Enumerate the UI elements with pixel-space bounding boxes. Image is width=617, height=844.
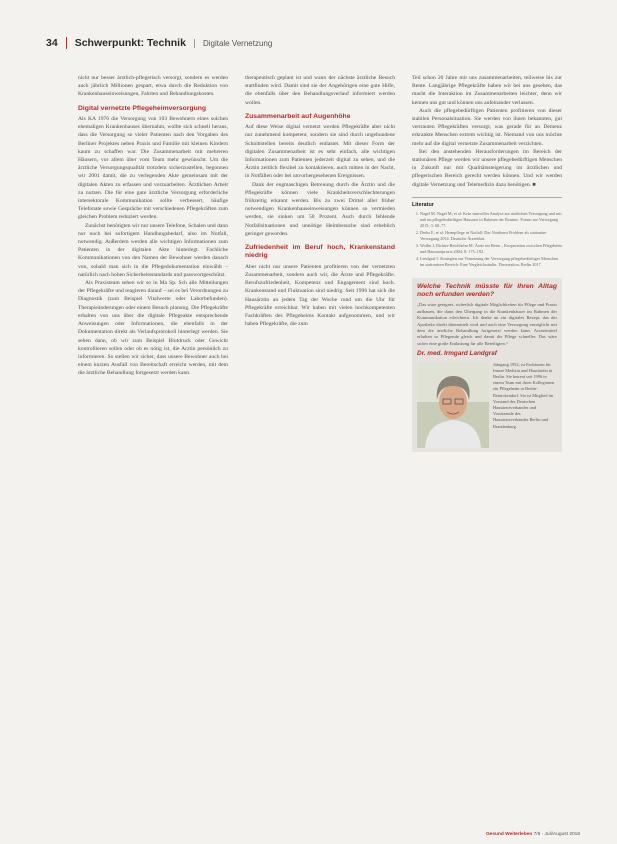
section-title: Schwerpunkt: Technik <box>66 37 186 49</box>
interview-box <box>412 278 562 451</box>
journal-name: Gesund Weiterleben <box>485 832 533 837</box>
literature-list <box>412 211 562 268</box>
subsection-title: Digitale Vernetzung <box>194 39 272 48</box>
page-footer <box>440 832 580 837</box>
column-1 <box>78 74 228 378</box>
paragraph: Teil schon 20 Jahre mit uns zusammenarbeiten, teilweise bis zur Rente. Langjährige Pflegekräfte haben wir bei uns gesehen, das macht die Interaktion im Zusammenarbeiten leichter, denn wir kennen uns gut und können uns aufeinander verlassen. <box>412 75 562 106</box>
page-header <box>46 36 577 50</box>
column-2 <box>245 74 395 329</box>
author-bio <box>417 362 557 448</box>
literature-item: 3. Wollin J, Richter-Reichhelm M: Ärzte im Heim – Kooperation zwischen Pflegeheim und Hausarztpraxis 2004; 8: 175–182. <box>420 243 562 255</box>
author-name: Dr. med. Irmgard Landgraf <box>417 350 497 358</box>
paragraph: Auch die pflegebedürftigen Patienten profitieren von dieser stabilen Personalsituation. Sie werden von ihnen bekannten, gut vertrauten Pflegekräften versorgt, was gerade für an Demenz erkrankte Menschen extrem wichtig ist. Niemand von uns möchte mehr auf die digital vernetzte Zusammenarbeit verzichten. <box>412 107 562 147</box>
subheading: Zufriedenheit im Beruf hoch, Krankenstand niedrig <box>245 244 395 260</box>
paragraph: Aber nicht nur unsere Patienten profitieren von der vernetzten Zusammenarbeit, sondern auch wir, die Ärzte und Pflegekräfte. Berufszufriedenheit, Kompetenz und Engagement sind hoch. Krankenstand und Fluktuation sind niedrig. Seit 1996 hat sich die Hausärztin an jedem Tag der Woche rund um die Uhr für Pflegekräfte erreichbar. Wir haben mit vielen hochkompetenten Fachkräften des Pflegeheims Kontakt aufgenommen, und wir haben Pflegekräfte, die zum <box>245 263 395 328</box>
literature-label: Literatur <box>412 201 434 208</box>
paragraph: Als KA 1976 die Versorgung von 103 Bewohnern eines solchen ehemaligen Krankenhauses übernahm, wollte sich schnell heraus, dass die Versorgung so vieler Patienten nach den Vorgaben des Berliner Projektes neben Praxis und Familie mit kleinen Kindern kaum zu schaffen war. Die Zusammenarbeit mit mehreren Häusern, vor allem über vom Team mehr gewünscht. Um die ärztliche Versorgungsqualität trotzdem sicherzustellen, begonnen wir 2001 damit, die zu verlegenden Akte gemeinsam mit der digitalen Akten zu erfassen und vorzuarbeiten. Ärztlichen Arbeit zu nutzen. Die für eine gute ärztliche Versorgung erforderliche intersektorale Kommunikation sollte verbessert, häufige Telefonate sowie Gespräche mit verschiedenen Pflegekräften zum gleichen Problem reduziert werden. <box>78 116 228 221</box>
paragraph: Als Praxisteam sehen wir so in Ma Sp. Sch alle Mitteilungen der Pflegekräfte und reagieren darauf – sei es bei Verordnungen zu Diagnostik (zum Beispiel Vitalwerte oder Laborbefunden). Therapieänderungen oder einem Besuch planung. Die Pflegekräfte erhalten von uns über die digitale Pflegeakte entsprechende Anweisungen oder Informationen, die ebenfalls in der Dokumentation direkt als Verlaufsprotokoll hinterlegt werden. Sie sehen dann, ob wir zum Beispiel Blutdruck oder Gewicht kontrollieren sollen oder ob es nötig ist, die Arztin persönlich zu informieren. So stellen wir sicher, dass unsere Bewohner auch bei einem kurzen Ausfall von Bereitschaft erreicht werden, mit dem die ärztliche Behandlung fortgesetzt werden kann. <box>78 280 228 377</box>
page-number: 34 <box>46 37 58 49</box>
interview-answer: „Das wäre geeignet, sicherlich digitale Möglichkeiten für Pflege und Praxis aufbauen, die dann den Übergang in die Krankenhäuser im Rahmen der Kommunikation erleichtern. Ich denke an ein digitales Rezept, das der Apotheke direkt übermittelt wird und auch eine Versorgung ermöglicht mit dem die ärztliche Behandlung fortgesetzt werden kann. Arzneimittel erhalten so Pflegende gleich und damit die Pflege schneller. Das wäre sicher eine große Entlastung für alle Beteiligten.“ <box>417 302 557 346</box>
literature-item: 4. Lendgraf I: Strategien zur Vernetzung der Versorgung pflegebedürftiger Menschen im stationären Bereich: Eine Vergleichsstudie. Dissertation, Berlin 2017. <box>420 256 562 268</box>
column-3 <box>412 74 562 452</box>
paragraph: Dank der engmaschigen Betreuung durch die Ärztin und die Pflegekräfte können viele Krankheitsverschlechterungen frühzeitig erkannt werden. Bis zu zwei Drittel aller früher notwendigen Krankenhauseinweisungen können so vermieden werden, sie sinken um 50 Prozent. Auch durch fehlende Notfallsituationen und unnötige Heimbesuche sind erheblich geringer geworden. <box>245 181 395 237</box>
paragraph: nicht nur besser ärztlich-pflegerisch versorgt, sondern es werden auch jährlich Millionen gespart, etwa durch die Reduktion von Krankenhauseinweisungen, Fahrten und Behandlungskosten. <box>78 75 228 98</box>
literature-item: 2. Drebs E, et al: Heimpflege in Notfall: Das Notdienst Problem als stationäre Versorgung 2014. Deutsche Ärzteblatt. <box>420 230 562 242</box>
author-bio-text: Jahrgang 1952, ist Fachärztin für Innere Medizin und Hausärztin in Berlin. Sie betreut seit 1996 in einem Team mit ihren Kolleginnen ein Pflegeheim in Berlin-Reinickendorf. Sie ist Mitglied im Vorstand des Deutschen Hausärzteverbandes und Vorsitzende des Hausärzteverbandes Berlin und Brandenburg. <box>493 361 555 429</box>
paragraph: Auf diese Weise digital vernetzt werden Pflegekräfte aber nicht nur zunehmend kompetent, sondern sie sind durch ungebundene Schnittstellen bereits deutlich entlastet. Mit dieser Form der digitalen Zusammenarbeit ist es sehr einfach, alle wichtigen Informationen zum Patienten jederzeit digital zu sehen, und die Ärztin zeitlich flexibel zu kontaktieren, auch mitten in der Nacht, in Notfällen oder bei unvorhergesehenen Ereignissen. <box>245 124 395 180</box>
subheading: Zusammenarbeit auf Augenhöhe <box>245 112 351 120</box>
literature-section <box>412 197 562 268</box>
paragraph: Zunächst benötigten wir nur unsere Telefone, Schalen und dann nur noch bei sofortigem Handlungsbedarf, also im Notfall, notwendig. Außerdem werden alle wichtigen Informationen zum Patienten in der digitalen Akte hinterlegt. Fachliche Kommunikationen von den Namen der Bewohner werden danach von, sobald man sich in die Pflegedokumentation einwählt – natürlich nach hohen Sicherheitsstandards und passwortgeschützt. <box>78 222 228 278</box>
paragraph: therapeutisch geplant ist und wann der nächste ärztliche Besuch stattfinden wird. Damit sind sie der Angehörigen eine gute Hilfe, die ebenfalls über den Behandlungsverlauf informiert werden wollen. <box>245 75 395 106</box>
interview-question: Welche Technik müsste für Ihren Alltag noch erfunden werden? <box>417 283 557 299</box>
author-photo <box>417 362 489 448</box>
subheading: Digital vernetzte Pflegeheimversorgung <box>78 104 207 112</box>
literature-item: 1. Nagel M, Nagel M, et al: Kein sinnvoller Analyse zur ärztlichen Versorgung und mit nah im pflegebedürftigen Hausarzt in Rahmen der Routine. Forum zur Versorgung 2015; 3: 68–77. <box>420 211 562 229</box>
paragraph: Bei den anstehenden Herausforderungen im Bereich der stationären Pflege werden wir unsere pflegebedürftigen Menschen in Zukunft nur mit Qualitätssteigerung im ärztlichen und pflegerischen Bereich gerecht werden können. Und wir werden digitale Vernetzung und Telemedizin dazu benötigen. ■ <box>412 148 562 188</box>
issue-info: 7/8 · Juli/August 2018 <box>533 832 580 837</box>
